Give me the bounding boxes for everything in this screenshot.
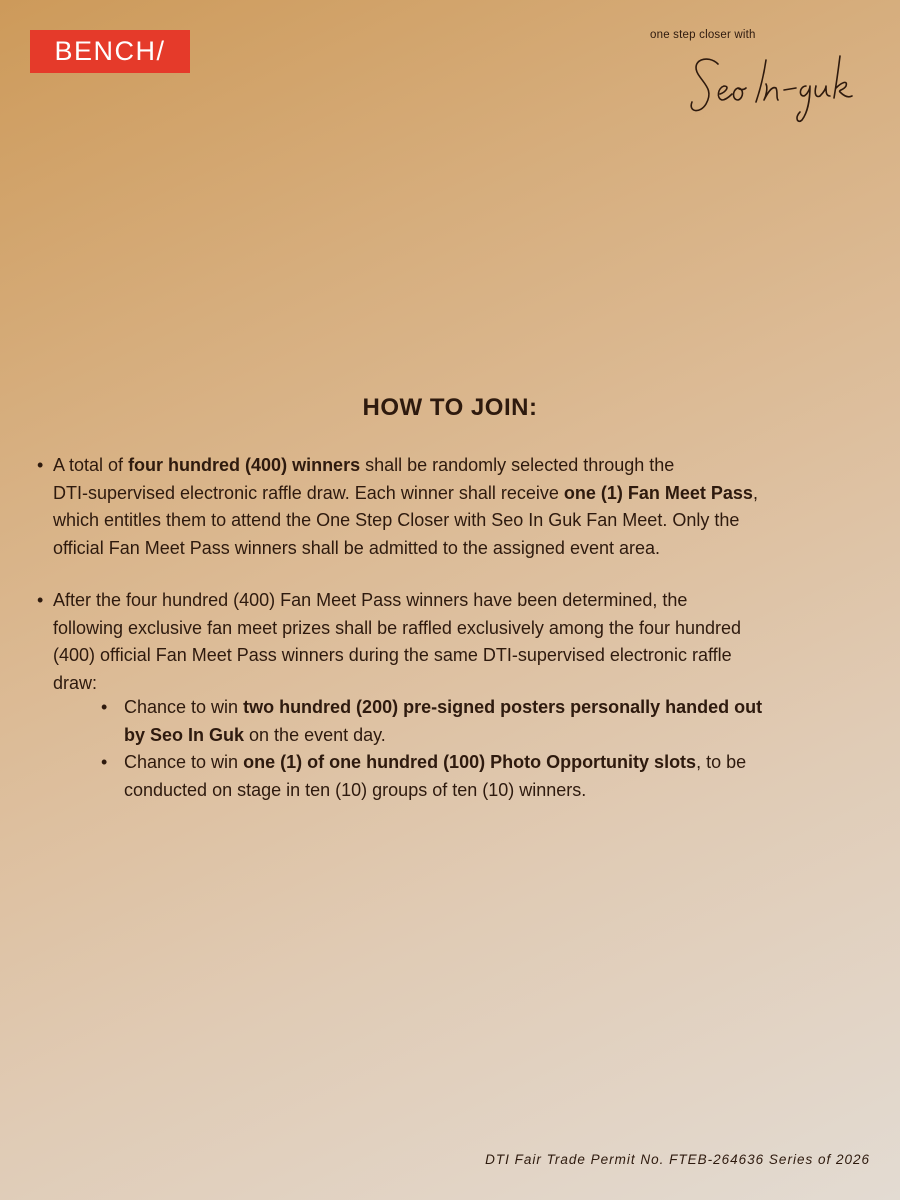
- highlight-photo-slots: one (1) of one hundred (100) Photo Opportunity slots: [243, 752, 697, 772]
- bullet-marker: •: [37, 455, 44, 475]
- sub-bullet-marker: •: [101, 752, 108, 772]
- campaign-tagline: one step closer with: [650, 29, 756, 41]
- dti-permit-notice: DTI Fair Trade Permit No. FTEB-264636 Series of 2026: [485, 1152, 870, 1167]
- bullet-marker: •: [37, 590, 44, 610]
- highlight-posters: two hundred (200) pre-signed posters personally handed out: [243, 697, 763, 717]
- list-item-winners: • A total of four hundred (400) winners shall be randomly selected through the DTI-supervised electronic raffle draw. Each winner shall receive one (1) Fan Meet Pass, which entitles them to attend the One Step Closer with Seo In Guk Fan Meet. Only the official Fan Meet Pass winners shall be admitted to the assigned event area.: [37, 452, 877, 562]
- sub-item-photo-opportunity: • Chance to win one (1) of one hundred (100) Photo Opportunity slots, to be conducted on stage in ten (10) groups of ten (10) winners.: [101, 749, 881, 804]
- bench-logo: [30, 30, 190, 73]
- highlight-winners: four hundred (400) winners: [128, 455, 361, 475]
- highlight-seo-in-guk: by Seo In Guk: [124, 724, 245, 745]
- page-heading: HOW TO JOIN:: [362, 394, 538, 421]
- logo-text: BENCH/: [54, 36, 166, 66]
- seo-in-guk-signature: [680, 42, 880, 132]
- sub-bullet-marker: •: [101, 697, 108, 717]
- highlight-fan-meet-pass: one (1) Fan Meet Pass: [563, 482, 753, 503]
- list-item-prizes: • After the four hundred (400) Fan Meet Pass winners have been determined, the following exclusive fan meet prizes shall be raffled exclusively among the four hundred (400) official Fan Meet Pass winners during the same DTI-supervised electronic raffle draw:: [37, 587, 877, 697]
- sub-item-posters: • Chance to win two hundred (200) pre-signed posters personally handed out by Seo In Guk on the event day.: [101, 694, 881, 749]
